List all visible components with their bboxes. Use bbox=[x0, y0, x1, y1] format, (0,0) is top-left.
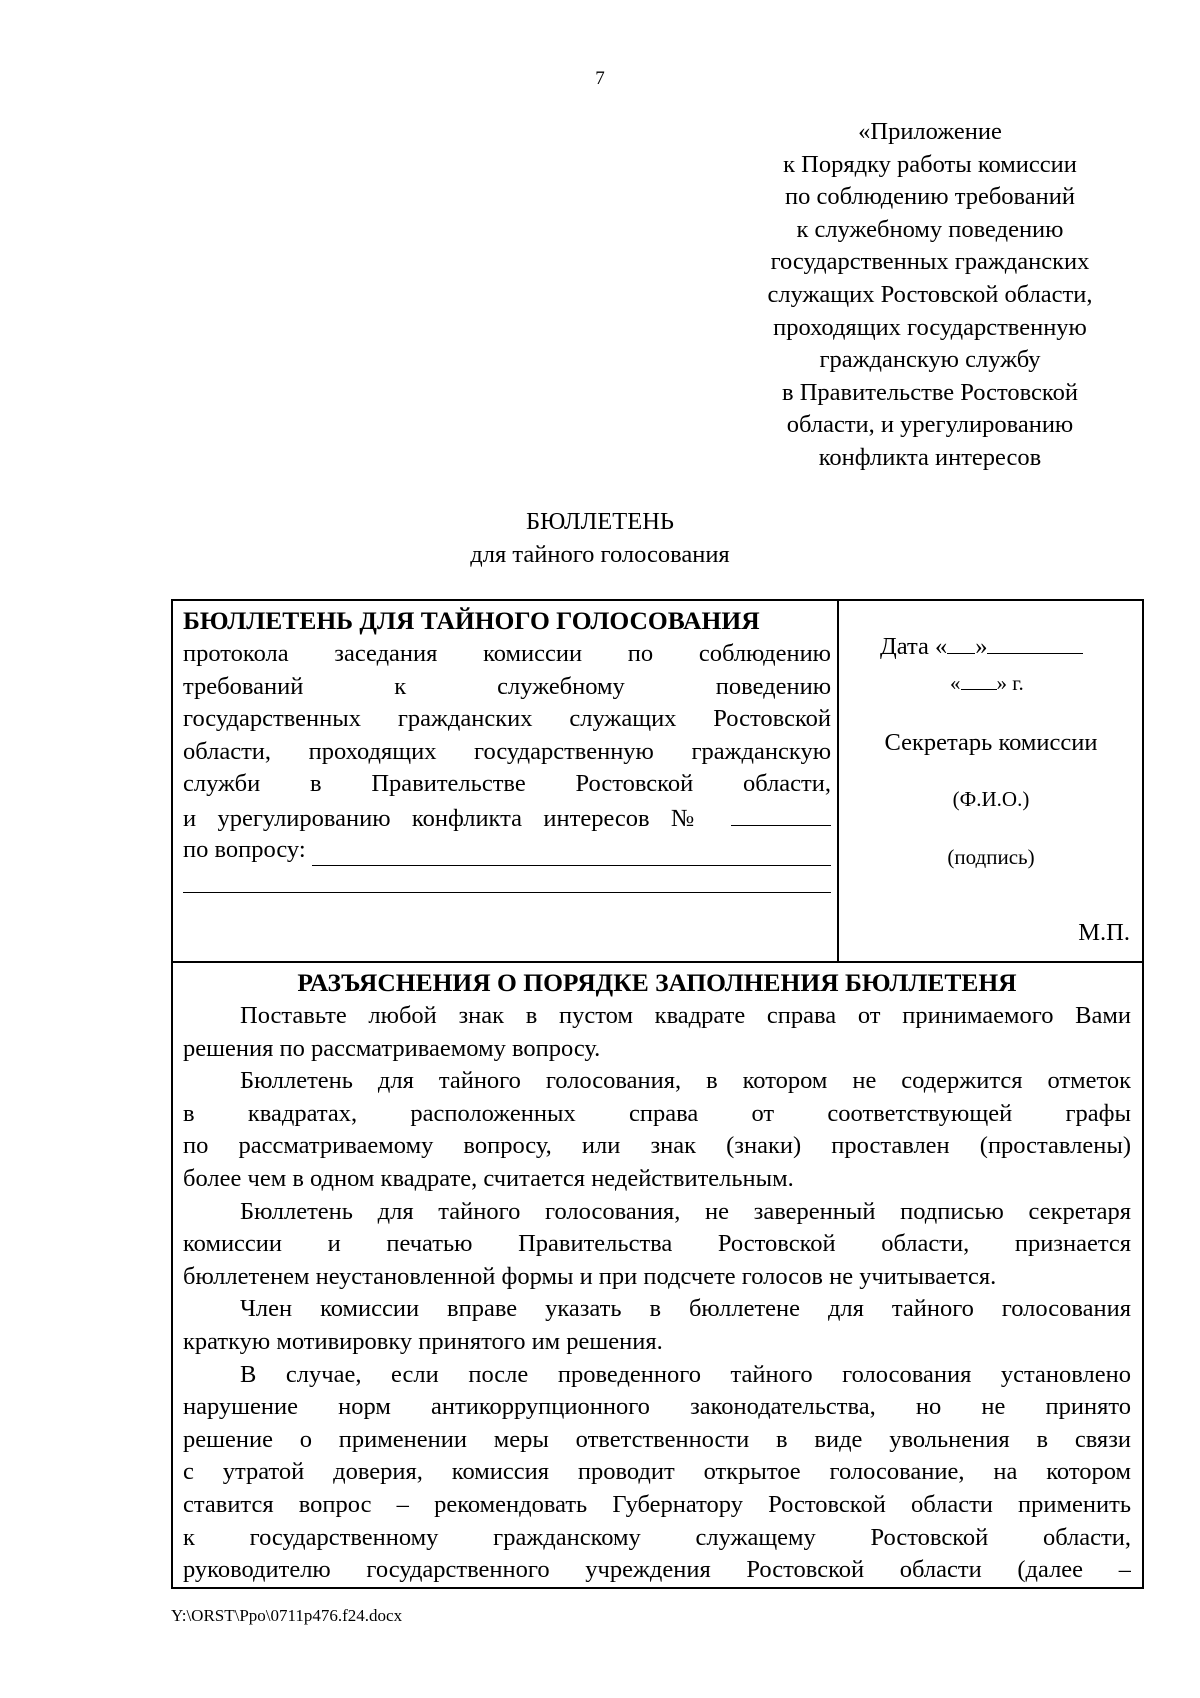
protocol-line: служби в Правительстве Ростовской области, bbox=[183, 770, 831, 798]
rules-line: с утратой доверия, комиссия проводит открытое голосование, на котором bbox=[183, 1458, 1131, 1486]
appendix-line: служащих Ростовской области, bbox=[767, 280, 1093, 308]
appendix-line: к служебному поведению bbox=[796, 215, 1064, 243]
rules-line: более чем в одном квадрате, считается недействительным. bbox=[183, 1164, 794, 1192]
date-mid: » bbox=[975, 633, 988, 660]
protocol-last-line: и урегулированию конфликта интересов № bbox=[183, 804, 710, 832]
year-open: « bbox=[950, 671, 961, 695]
question-label: по вопросу: bbox=[183, 835, 306, 863]
document-title: БЮЛЛЕТЕНЬ bbox=[526, 508, 674, 535]
ballot-heading: БЮЛЛЕТЕНЬ ДЛЯ ТАЙНОГО ГОЛОСОВАНИЯ bbox=[183, 606, 760, 635]
day-blank[interactable] bbox=[947, 631, 975, 654]
ballot-certification-cell bbox=[840, 601, 1142, 961]
rules-line: комиссии и печатью Правительства Ростовской области, признается bbox=[183, 1230, 1131, 1258]
rules-line: Член комиссии вправе указать в бюллетене для тайного голосования bbox=[240, 1295, 1131, 1323]
rules-line: В случае, если после проведенного тайного голосования установлено bbox=[240, 1360, 1131, 1388]
year-blank[interactable] bbox=[961, 671, 997, 690]
ballot-header-row bbox=[173, 601, 1142, 963]
ballot-protocol-cell bbox=[183, 601, 831, 893]
appendix-line: в Правительстве Ростовской bbox=[782, 378, 1078, 406]
document-title-block bbox=[0, 505, 1200, 571]
rules-line: к государственному гражданскому служащему Ростовской области, bbox=[183, 1523, 1131, 1551]
protocol-number-blank[interactable] bbox=[731, 801, 831, 826]
appendix-block bbox=[735, 116, 1125, 475]
month-blank[interactable] bbox=[987, 631, 1083, 654]
date-line bbox=[880, 631, 1083, 661]
document-subtitle: для тайного голосования bbox=[470, 541, 730, 568]
rules-line: решения по рассматриваемому вопросу. bbox=[183, 1034, 601, 1062]
rules-line: ставится вопрос – рекомендовать Губернатору Ростовской области применить bbox=[183, 1490, 1131, 1518]
rules-heading: РАЗЪЯСНЕНИЯ О ПОРЯДКЕ ЗАПОЛНЕНИЯ БЮЛЛЕТЕНЯ bbox=[297, 968, 1017, 997]
appendix-line: гражданскую службу bbox=[819, 346, 1041, 374]
protocol-line: области, проходящих государственную гражданскую bbox=[183, 737, 831, 765]
footer-file-path: Y:\ORST\Ppo\0711p476.f24.docx bbox=[171, 1606, 403, 1625]
rules-line: руководителю государственного учреждения Ростовской области (далее – bbox=[183, 1556, 1131, 1584]
page-number: 7 bbox=[595, 68, 605, 89]
column-divider bbox=[837, 601, 839, 961]
year-close: » г. bbox=[996, 671, 1024, 695]
secretary-label: Секретарь комиссии bbox=[884, 729, 1098, 756]
appendix-line: области, и урегулированию bbox=[786, 411, 1074, 439]
appendix-line: по соблюдению требований bbox=[784, 183, 1076, 211]
question-row bbox=[183, 834, 831, 867]
ballot-form bbox=[171, 599, 1144, 1589]
rules-line: по рассматриваемому вопросу, или знак (знаки) проставлен (проставлены) bbox=[183, 1132, 1131, 1160]
rules-line: Поставьте любой знак в пустом квадрате справа от принимаемого Вами bbox=[240, 1002, 1131, 1029]
appendix-line: государственных гражданских bbox=[770, 248, 1090, 276]
appendix-line: конфликта интересов bbox=[818, 443, 1042, 471]
protocol-line: протокола заседания комиссии по соблюдению bbox=[183, 640, 831, 667]
fio-label: (Ф.И.О.) bbox=[952, 787, 1030, 811]
date-label: Дата « bbox=[880, 633, 948, 660]
question-blank-line-2[interactable] bbox=[183, 866, 831, 893]
protocol-number-line bbox=[183, 801, 831, 834]
rules-line: Бюллетень для тайного голосования, не заверенный подписью секретаря bbox=[240, 1197, 1131, 1225]
year-line bbox=[950, 671, 1024, 696]
protocol-line: государственных гражданских служащих Ростовской bbox=[183, 705, 831, 733]
rules-line: бюллетенем неустановленной формы и при подсчете голосов не учитывается. bbox=[183, 1262, 997, 1290]
rules-line: краткую мотивировку принятого им решения. bbox=[183, 1327, 663, 1355]
rules-line: в квадратах, расположенных справа от соответствующей графы bbox=[183, 1099, 1131, 1127]
rules-section bbox=[183, 966, 1131, 1587]
appendix-line: к Порядку работы комиссии bbox=[783, 150, 1077, 178]
rules-line: нарушение норм антикоррупционного законодательства, но не принято bbox=[183, 1393, 1131, 1421]
appendix-line: проходящих государственную bbox=[773, 313, 1087, 341]
protocol-line: требований к служебному поведению bbox=[183, 672, 831, 700]
stamp-label: М.П. bbox=[1078, 919, 1130, 946]
rules-line: Бюллетень для тайного голосования, в котором не содержится отметок bbox=[240, 1067, 1131, 1095]
appendix-line: «Приложение bbox=[858, 118, 1002, 145]
question-blank[interactable] bbox=[312, 839, 831, 866]
rules-line: решение о применении меры ответственности в виде увольнения в связи bbox=[183, 1425, 1131, 1453]
signature-label: (подпись) bbox=[947, 845, 1035, 869]
